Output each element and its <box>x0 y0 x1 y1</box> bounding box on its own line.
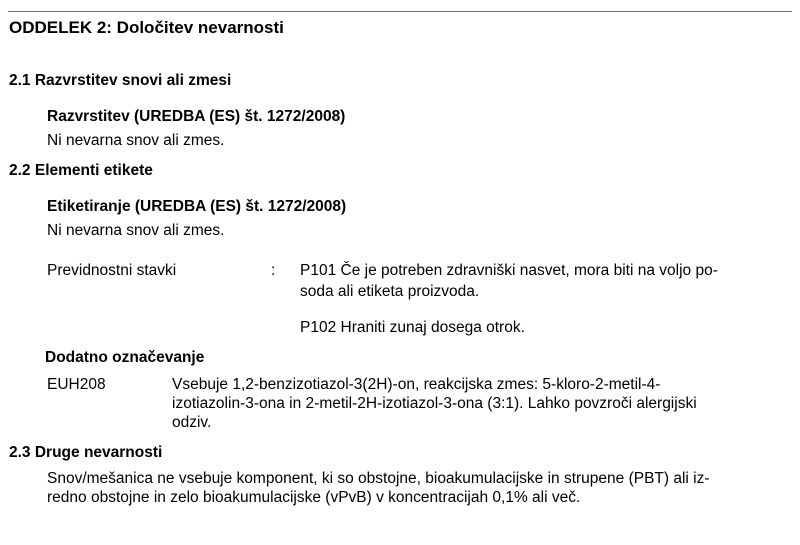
other-hazards-line-1: Snov/mešanica ne vsebuje komponent, ki so obstojne, bioakumulacijske in strupene (PBT) ali iz- <box>47 470 710 487</box>
heading-2-1: 2.1 Razvrstitev snovi ali zmesi <box>9 72 232 89</box>
euh-line-3: odziv. <box>172 414 212 431</box>
classification-text: Ni nevarna snov ali zmes. <box>47 132 225 149</box>
euh-code: EUH208 <box>47 376 106 393</box>
euh-line-2: izotiazolin-3-ona in 2-metil-2H-izotiazol-3-ona (3:1). Lahko povzroči alergijski <box>172 395 697 412</box>
subheading-labelling: Etiketiranje (UREDBA (ES) št. 1272/2008) <box>47 198 347 215</box>
section-title: ODDELEK 2: Določitev nevarnosti <box>9 18 284 37</box>
precaution-label: Previdnostni stavki <box>47 262 177 279</box>
euh-line-1: Vsebuje 1,2-benzizotiazol-3(2H)-on, reakcijska zmes: 5-kloro-2-metil-4- <box>172 376 661 393</box>
p101-line-1: P101 Če je potreben zdravniški nasvet, mora biti na voljo po- <box>300 262 718 279</box>
heading-2-2: 2.2 Elementi etikete <box>9 162 153 179</box>
heading-2-3: 2.3 Druge nevarnosti <box>9 444 163 461</box>
additional-labelling-heading: Dodatno označevanje <box>45 349 205 366</box>
top-divider <box>8 11 792 12</box>
subheading-classification: Razvrstitev (UREDBA (ES) št. 1272/2008) <box>47 108 346 125</box>
p101-line-2: soda ali etiketa proizvoda. <box>300 283 480 300</box>
p102-text: P102 Hraniti zunaj dosega otrok. <box>300 319 525 336</box>
precaution-colon: : <box>271 262 276 279</box>
other-hazards-line-2: redno obstojne in zelo bioakumulacijske (vPvB) v koncentracijah 0,1% ali več. <box>47 489 581 506</box>
labelling-text: Ni nevarna snov ali zmes. <box>47 222 225 239</box>
